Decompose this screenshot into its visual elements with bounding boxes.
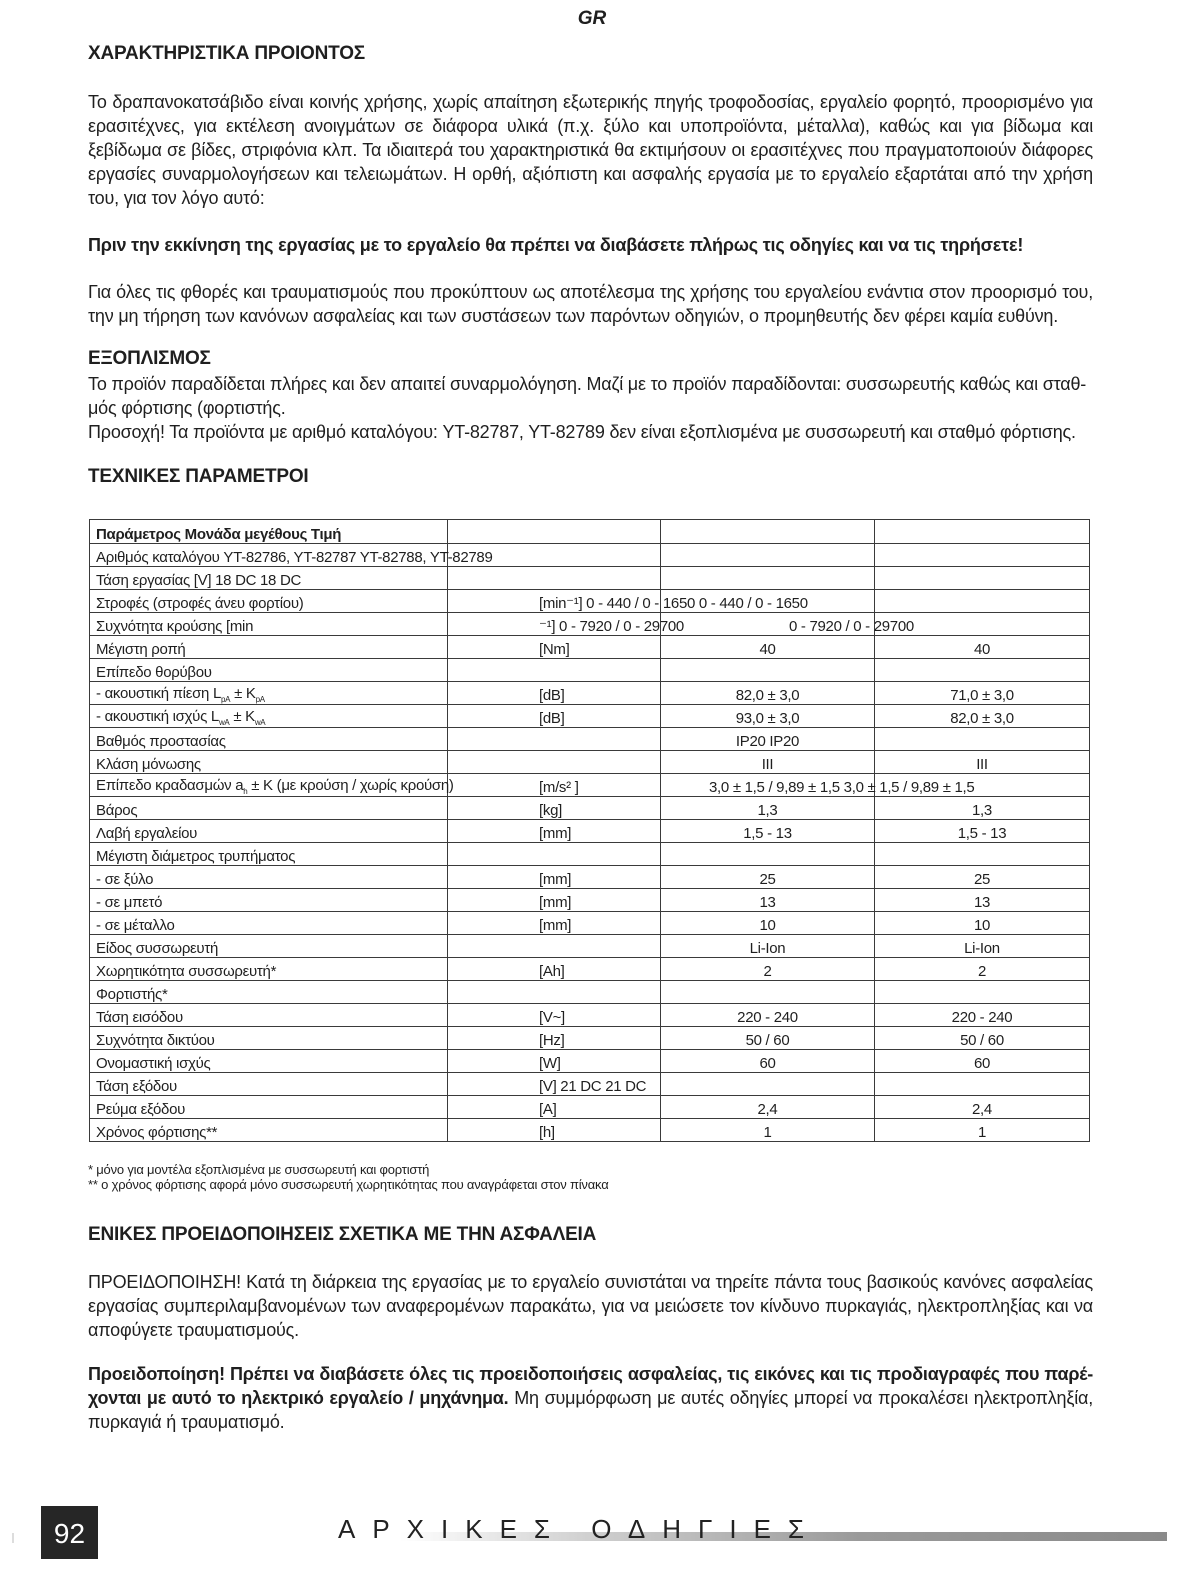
section-title-technical-parameters: ΤΕΧΝΙΚΕΣ ΠΑΡΑΜΕΤΡΟΙ <box>88 466 309 487</box>
unit-cell <box>448 751 661 774</box>
unit-cell: [m/s² ] <box>448 774 661 797</box>
param-cell <box>90 682 448 705</box>
value-cell <box>875 659 1090 682</box>
value-cell: IP20 IP20 <box>661 728 875 751</box>
unit-cell <box>448 659 661 682</box>
value-cell <box>875 590 1090 613</box>
param-label: Μέγιστη ροπή <box>96 641 186 658</box>
value-cell <box>875 981 1090 1004</box>
value-cell: 0 - 7920 / 0 - 29700 <box>661 613 875 636</box>
value-cell: 2,4 <box>875 1096 1090 1119</box>
param-subscript: wA <box>218 718 230 727</box>
value-cell <box>875 567 1090 590</box>
value-cell: 40 <box>661 636 875 659</box>
value-cell: 82,0 ± 3,0 <box>875 705 1090 728</box>
value-cell: III <box>661 751 875 774</box>
param-label: Φορτιστής* <box>96 986 168 1003</box>
param-cell <box>90 797 448 820</box>
value-cell: 1 <box>875 1119 1090 1142</box>
param-label: Λαβή εργαλείου <box>96 825 198 842</box>
unit-cell <box>448 728 661 751</box>
table-row <box>90 935 1090 958</box>
value-cell: 1,5 - 13 <box>661 820 875 843</box>
value-cell: 2,4 <box>661 1096 875 1119</box>
safety-warning-paragraph: ΠΡΟΕΙΔΟΠΟΙΗΣΗ! Κατά τη διάρκεια της εργασίας με το εργαλείο συνιστάται να τηρείτε πάντα τους βασικούς κανόνες ασφαλείας εργασίας συμπεριλαμβανομένων των αναφερομένων παρακάτω, για να μειώσετε τον κίνδυνο πυρκαγιάς, ηλεκτροπληξίας και να αποφύγετε τραυματισμούς. <box>88 1272 1093 1340</box>
table-row <box>90 659 1090 682</box>
value-cell: 82,0 ± 3,0 <box>661 682 875 705</box>
value-cell: Li-Ion <box>661 935 875 958</box>
value-cell: 1,3 <box>661 797 875 820</box>
table-row <box>90 1119 1090 1142</box>
table-header-cell: Παράμετρος Μονάδα μεγέθους Τιμή <box>90 520 448 544</box>
table-row <box>90 590 1090 613</box>
param-subscript: h <box>243 787 248 796</box>
product-description-paragraph: Το δραπανοκατσάβιδο είναι κοινής χρήσης, χωρίς απαίτηση εξωτερικής πηγής τροφοδοσίας, εργαλείο φορητό, προορισμένο για ερασιτέχνες, για εκτέλεση ανοιγμάτων σε διάφορα υλικά (π.χ. ξύλο και υποπροϊόντα, μέταλλα), καθώς και για βίδωμα και ξεβίδωμα σε βίδες, στριφόνια κλπ. Τα ιδιαιτερά του χαρακτηριστικά θα εκτιμήσουν οι ερασιτέχνες που πραγματοποιούν διάφορες εργασίες συναρμολογήσεων και τελειωμάτων. Η ορθή, αξιόπιστη και ασφαλής εργασία με το εργαλείο εξαρτάται από την χρήση του, για τον λόγο αυτό: <box>88 92 1093 208</box>
param-label-mid: ± K <box>229 708 255 725</box>
param-cell <box>90 820 448 843</box>
liability-paragraph: Για όλες τις φθορές και τραυματισμούς που προκύπτουν ως αποτέλεσμα της χρήσης του εργαλείου ενάντια στον προορισμό του, την μη τήρηση των κανόνων ασφαλείας και των συστάσεων των παρόντων οδηγιών, ο προμηθευτής δεν φέρει καμία ευθύνη. <box>88 282 1093 326</box>
value-cell <box>875 728 1090 751</box>
value-cell: 60 <box>875 1050 1090 1073</box>
unit-cell: [mm] <box>448 866 661 889</box>
table-row <box>90 866 1090 889</box>
unit-cell: [min⁻¹] 0 - 440 / 0 - 1650 0 - 440 / 0 - 1650 <box>448 590 661 613</box>
technical-parameters-table <box>89 519 1090 1142</box>
param-cell <box>90 659 448 682</box>
param-label: Τάση εξόδου <box>96 1078 177 1095</box>
param-label: - σε μπετό <box>96 894 163 911</box>
section-title-product-features: ΧΑΡΑΚΤΗΡΙΣΤΙΚΑ ΠΡΟΙΟΝΤΟΣ <box>88 43 365 64</box>
param-label: Αριθμός καταλόγου YT-82786, YT-82787 YT-82788, YT-82789 <box>96 549 493 566</box>
param-label: Βαθμός προστασίας <box>96 733 226 750</box>
param-label: - σε μέταλλο <box>96 917 175 934</box>
param-cell <box>90 958 448 981</box>
unit-cell: [V] 21 DC 21 DC <box>448 1073 661 1096</box>
unit-cell: [V~] <box>448 1004 661 1027</box>
table-header-row <box>90 520 1090 544</box>
value-cell: Li-Ion <box>875 935 1090 958</box>
table-row <box>90 636 1090 659</box>
value-cell <box>661 1073 875 1096</box>
param-label: - σε ξύλο <box>96 871 154 888</box>
table-row <box>90 1096 1090 1119</box>
param-cell <box>90 590 448 613</box>
equipment-line-3: Προσοχή! Τα προϊόντα με αριθμό καταλόγου: YT-82787, YT-82789 δεν είναι εξοπλισμένα με συσσωρευτή και σταθμό φόρτισης. <box>88 422 1076 442</box>
unit-cell: [W] <box>448 1050 661 1073</box>
param-label: Τάση εισόδου <box>96 1009 183 1026</box>
value-cell: 220 - 240 <box>661 1004 875 1027</box>
param-cell <box>90 843 448 866</box>
unit-cell: [mm] <box>448 912 661 935</box>
unit-cell: [mm] <box>448 889 661 912</box>
language-code: GR <box>577 8 607 29</box>
table-row <box>90 889 1090 912</box>
param-label: Συχνότητα κρούσης [min <box>96 618 254 635</box>
param-label: Ρεύμα εξόδου <box>96 1101 186 1118</box>
table-row <box>90 1050 1090 1073</box>
param-label-mid: ± K (με κρούση / χωρίς κρούση) <box>247 777 454 794</box>
unit-cell: [A] <box>448 1096 661 1119</box>
value-cell: 10 <box>875 912 1090 935</box>
read-instructions-warning: Πριν την εκκίνηση της εργασίας με το εργαλείο θα πρέπει να διαβάσετε πλήρως τις οδηγίες και να τις τηρήσετε! <box>88 235 1024 255</box>
param-label: Χωρητικότητα συσσωρευτή* <box>96 963 277 980</box>
param-cell <box>90 1004 448 1027</box>
param-cell <box>90 1073 448 1096</box>
value-cell: 220 - 240 <box>875 1004 1090 1027</box>
param-cell <box>90 981 448 1004</box>
safety-consequence-text: Μη συμμόρφωση με αυτές οδηγίες μπορεί να προκαλέσει ηλεκτροπληξία, πυρκαγιά ή τραυματισμό. <box>88 1388 1093 1432</box>
value-cell <box>661 567 875 590</box>
param-subscript: pA <box>221 695 231 704</box>
param-subscript: wA <box>254 718 266 727</box>
value-cell: 10 <box>661 912 875 935</box>
footnote-2: ** ο χρόνος φόρτισης αφορά μόνο συσσωρευτή χωρητικότητας που αναγράφεται στον πίνακα <box>88 1177 609 1192</box>
footer-title: ΑΡΧΙΚΕΣ ΟΔΗΓΙΕΣ <box>338 1514 822 1544</box>
table-row <box>90 705 1090 728</box>
value-cell: 13 <box>875 889 1090 912</box>
equipment-line-1: Το προϊόν παραδίδεται πλήρες και δεν απαιτεί συναρμολόγηση. Μαζί με το προϊόν παραδίδονται: συσσωρευτής καθώς και σταθ- <box>88 374 1087 394</box>
param-label: Επίπεδο θορύβου <box>96 664 212 681</box>
table-row <box>90 544 1090 567</box>
param-label: Βάρος <box>96 802 138 819</box>
value-cell <box>875 1073 1090 1096</box>
value-cell: 13 <box>661 889 875 912</box>
param-cell <box>90 1096 448 1119</box>
table-row <box>90 567 1090 590</box>
param-cell <box>90 613 448 636</box>
value-cell: 60 <box>661 1050 875 1073</box>
value-cell: 40 <box>875 636 1090 659</box>
section-title-equipment: ΕΞΟΠΛΙΣΜΟΣ <box>88 348 211 369</box>
param-cell <box>90 1050 448 1073</box>
table-row <box>90 613 1090 636</box>
param-label: Επίπεδο κραδασμών a <box>96 777 244 794</box>
param-cell <box>90 705 448 728</box>
value-cell: 25 <box>661 866 875 889</box>
param-cell <box>90 751 448 774</box>
param-cell <box>90 1119 448 1142</box>
unit-cell <box>448 567 661 590</box>
unit-cell: [kg] <box>448 797 661 820</box>
margin-mark <box>12 1533 14 1543</box>
value-cell: 93,0 ± 3,0 <box>661 705 875 728</box>
value-cell <box>661 659 875 682</box>
value-cell: III <box>875 751 1090 774</box>
param-cell <box>90 544 493 567</box>
param-cell <box>90 889 448 912</box>
value-cell: 2 <box>661 958 875 981</box>
footnote-1: * μόνο για μοντέλα εξοπλισμένα με συσσωρευτή και φορτιστή <box>88 1162 430 1177</box>
unit-cell: ⁻¹] 0 - 7920 / 0 - 29700 <box>448 613 661 636</box>
table-row <box>90 843 1090 866</box>
value-cell <box>661 843 875 866</box>
table-footnotes <box>88 1162 609 1192</box>
value-cell: 50 / 60 <box>875 1027 1090 1050</box>
value-cell: 2 <box>875 958 1090 981</box>
param-cell <box>90 567 448 590</box>
table-row <box>90 1073 1090 1096</box>
unit-cell: [h] <box>448 1119 661 1142</box>
param-cell <box>90 912 448 935</box>
table-row <box>90 797 1090 820</box>
table-row <box>90 774 1090 797</box>
param-label: Είδος συσσωρευτή <box>96 940 219 957</box>
unit-cell: [Ah] <box>448 958 661 981</box>
value-cell <box>875 544 1090 567</box>
unit-cell <box>448 843 661 866</box>
value-cell: 3,0 ± 1,5 / 9,89 ± 1,5 3,0 ± 1,5 / 9,89 ± 1,5 <box>661 774 875 797</box>
unit-cell: [dB] <box>448 682 661 705</box>
unit-cell: [dB] <box>448 705 661 728</box>
equipment-line-2: μός φόρτισης (φορτιστής. <box>88 398 286 418</box>
param-cell <box>90 935 448 958</box>
table-row <box>90 981 1090 1004</box>
value-cell <box>661 544 875 567</box>
value-cell: 1,5 - 13 <box>875 820 1090 843</box>
param-cell <box>90 1027 448 1050</box>
safety-read-all-paragraph <box>88 1362 1093 1434</box>
table-row <box>90 1004 1090 1027</box>
unit-cell: [Hz] <box>448 1027 661 1050</box>
value-cell: 1 <box>661 1119 875 1142</box>
param-label: Στροφές (στροφές άνευ φορτίου) <box>96 595 304 612</box>
param-label: Τάση εργασίας [V] 18 DC 18 DC <box>96 572 302 589</box>
table-row <box>90 751 1090 774</box>
value-cell: 71,0 ± 3,0 <box>875 682 1090 705</box>
param-cell <box>90 728 448 751</box>
page-number: 92 <box>41 1506 98 1559</box>
safety-bold-warning: Προειδοποίηση! Πρέπει να διαβάσετε όλες τις προειδοποιήσεις ασφαλείας, τις εικόνες και τις προδιαγραφές που παρέ-χονται με αυτό το ηλεκτρικό εργαλείο / μηχάνημα. <box>88 1364 1093 1408</box>
section-title-safety: ΕΝΙΚΕΣ ΠΡΟΕΙΔΟΠΟΙΗΣΕΙΣ ΣΧΕΤΙΚΑ ΜΕ ΤΗΝ ΑΣΦΑΛΕΙΑ <box>88 1224 597 1245</box>
param-cell <box>90 636 448 659</box>
value-cell <box>661 981 875 1004</box>
value-cell: 1,3 <box>875 797 1090 820</box>
param-cell <box>90 774 454 797</box>
param-label: - ακουστική πίεση L <box>96 685 222 702</box>
value-cell: 25 <box>875 866 1090 889</box>
param-label: Συχνότητα δικτύου <box>96 1032 215 1049</box>
param-subscript: pA <box>255 695 265 704</box>
unit-cell <box>448 935 661 958</box>
table-row <box>90 820 1090 843</box>
param-label-mid: ± K <box>230 685 256 702</box>
unit-cell: [mm] <box>448 820 661 843</box>
param-label: Ονομαστική ισχύς <box>96 1055 211 1072</box>
param-label: Κλάση μόνωσης <box>96 756 201 773</box>
unit-cell: [Nm] <box>448 636 661 659</box>
param-cell <box>90 866 448 889</box>
table-row <box>90 728 1090 751</box>
unit-cell <box>448 981 661 1004</box>
param-label: Μέγιστη διάμετρος τρυπήματος <box>96 848 296 865</box>
table-row <box>90 958 1090 981</box>
value-cell <box>875 843 1090 866</box>
table-row <box>90 682 1090 705</box>
table-row <box>90 912 1090 935</box>
param-label: - ακουστική ισχύς L <box>96 708 219 725</box>
table-row <box>90 1027 1090 1050</box>
value-cell: 50 / 60 <box>661 1027 875 1050</box>
param-label: Χρόνος φόρτισης** <box>96 1124 218 1141</box>
